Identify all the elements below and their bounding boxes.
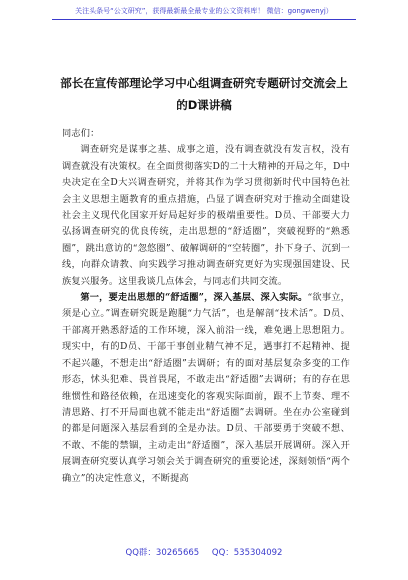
section-1-text: “欲事立，须是心立。”调查研究既是跑腿“力气活”，也是解剖“技术活”。D员、干部离开熟悉舒适的工作环境，深入前沿一线，难免遇上思想阻力。现实中，有的D员、干部干事创业精气神不足，遇事打不起精神、提不起兴趣，不想走出“舒适圈”去调研；有的面对基层复杂多变的工作形态，怵头犯难、畏首畏尾，不敢走出“舒适圈”去调研；有的存在思维惯性和路径依赖，在迅速变化的客观实际面前，跟不上节奏、理不清思路、打不开局面也就不能走出“舒适圈”去调研。坐在办公室碰到的都是问题深入基层看到的全是办法。D员、干部要勇于突破不想、不敢、不能的禁锢，主动走出“舒适圈”，深入基层开展调研。深入开展调查研究要认真学习领会关于调查研究的重要论述，深刻领悟“两个确立”的决定性意义，不断提高 <box>62 292 350 484</box>
section-heading-1: 第一，要走出思想的“舒适圈”，深入基层、深入实际。 <box>80 292 308 304</box>
footer-contact <box>0 546 408 558</box>
document-title <box>40 72 368 116</box>
salutation: 同志们： <box>62 128 100 139</box>
paragraph-section-1 <box>62 290 350 487</box>
header-rule <box>52 19 356 20</box>
title-line-1: 部长在宣传部理论学习中心组调查研究专题研讨交流会上 <box>60 76 348 90</box>
title-line-2: 的D课讲稿 <box>176 98 232 112</box>
header-note: 关注头条号“公文研究”，获得最新最全最专业的公文资料库！ 微信：gongwenyj） <box>75 7 333 15</box>
footer-qq: QQ：535304092 <box>211 548 283 558</box>
footer-qq-group: QQ群：30265665 <box>125 548 200 558</box>
paragraph-intro: 调查研究是谋事之基、成事之道，没有调查就没有发言权，没有调查就没有决策权。在全面贯彻落实D的二十大精神的开局之年，D中央决定在全D大兴调查研究，并将其作为学习贯彻新时代中国特色社会主义思想主题教育的重点措施，凸显了调查研究对于推动全面建设社会主义现代化国家开好局起好步的极端重要性。D员、干部要大力弘扬调查研究的优良传统，走出思想的“舒适圈”，突破视野的“熟悉圈”，跳出意访的“忽悠圈”、破解调研的“空转圈”，扑下身子、沉到一线，向群众请教、向实践学习推动调查研究更好为实现强国建设、民族复兴服务。这里我谈几点体会，与同志们共同交流。 <box>62 144 350 287</box>
document-body <box>62 126 350 487</box>
